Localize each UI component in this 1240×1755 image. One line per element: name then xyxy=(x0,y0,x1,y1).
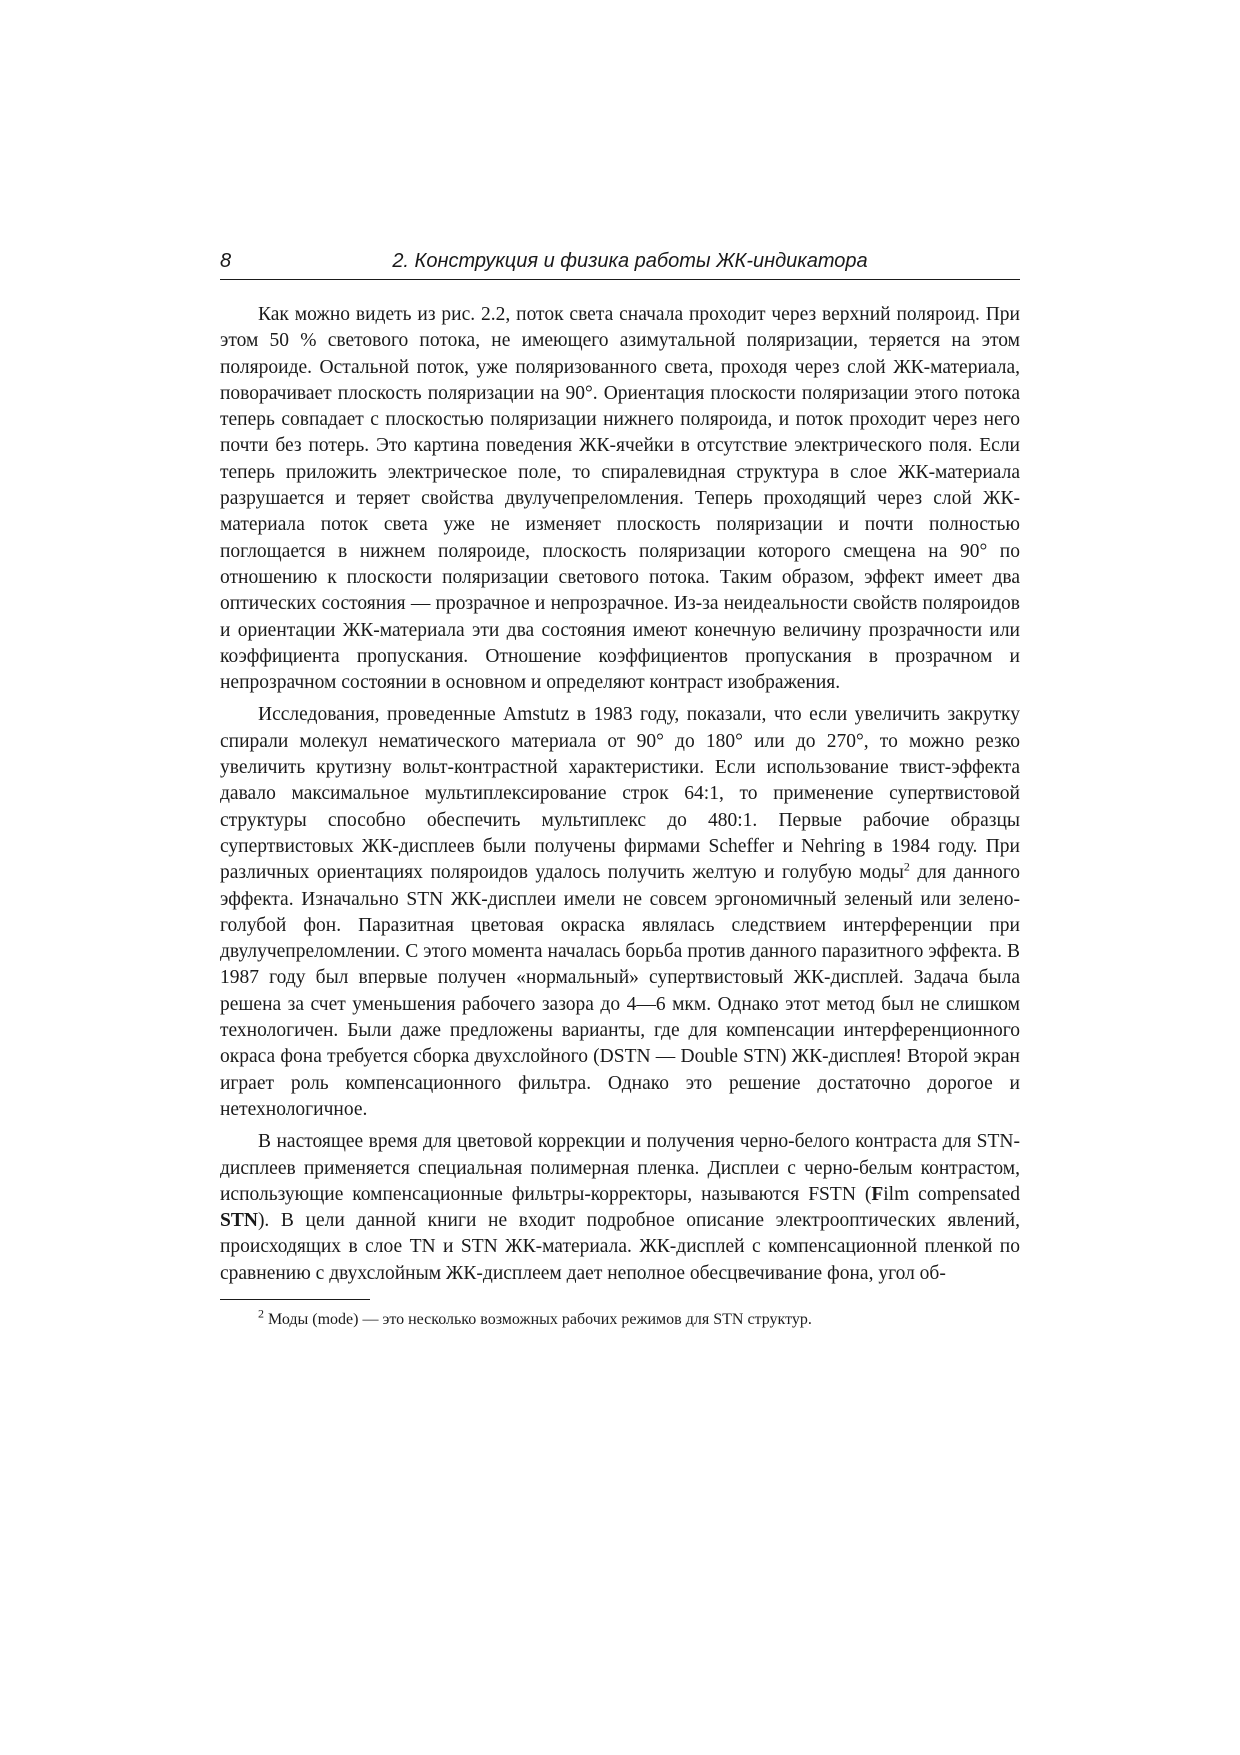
paragraph-3-text-a: В настоящее время для цветовой коррекции и получения черно-белого контраста для STN-дисплеев применяется специальная полимерная пленка. Дисплеи с черно-белым контрастом, использующие компенсационные фильтры-корректоры, называются FSTN ( xyxy=(220,1131,1020,1205)
footnote-divider xyxy=(220,1299,370,1300)
footnote xyxy=(220,1306,1020,1330)
page-number: 8 xyxy=(220,250,232,272)
body-text xyxy=(220,302,1020,1287)
bold-letter-f: F xyxy=(871,1183,884,1205)
footnote-text: Моды (mode) — это несколько возможных рабочих режимов для STN структур. xyxy=(264,1310,812,1328)
paragraph-3-text-b: ilm compensated xyxy=(883,1183,1020,1205)
running-header xyxy=(220,250,1020,280)
footnote-reference: 2 xyxy=(903,859,910,874)
paragraph-2-text-a: Исследования, проведенные Amstutz в 1983 году, показали, что если увеличить закрутку спирали молекул нематического материала от 90° до 180° или до 270°, то можно резко увеличить крутизну вольт-контрастной характеристики. Если использование твист-эффекта давало максимальное мультиплексирование строк 64:1, то применение супертвистовой структуры способно обеспечить мультиплекс до 480:1. Первые рабочие образцы супертвистовых ЖК-дисплеев были получены фирмами Scheffer и Nehring в 1984 году. При различных ориентациях поляроидов удалось получить желтую и голубую моды xyxy=(220,704,1020,884)
paragraph-1: Как можно видеть из рис. 2.2, поток света сначала проходит через верхний поляроид. При этом 50 % светового потока, не имеющего азимутальной поляризации, теряется на этом поляроиде. Остальной поток, уже поляризованного света, проходя через слой ЖК-материала, поворачивает плоскость поляризации на 90°. Ориентация плоскости поляризации этого потока теперь совпадает с плоскостью поляризации нижнего поляроида, и поток проходит через него почти без потерь. Это картина поведения ЖК-ячейки в отсутствие электрического поля. Если теперь приложить электрическое поле, то спиралевидная структура в слое ЖК-материала разрушается и теряет свойства двулучепреломления. Теперь проходящий через слой ЖК-материала поток света уже не изменяет плоскость поляризации и почти полностью поглощается в нижнем поляроиде, плоскость поляризации которого смещена на 90° по отношению к плоскости поляризации светового потока. Таким образом, эффект имеет два оптических состояния — прозрачное и непрозрачное. Из-за неидеальности свойств поляроидов и ориентации ЖК-материала эти два состояния имеют конечную величину прозрачности или коэффициента пропускания. Отношение коэффициентов пропускания в прозрачном и непрозрачном состоянии в основном и определяют контраст изображения. xyxy=(220,304,1020,694)
paragraph-2 xyxy=(220,702,1020,1123)
book-page xyxy=(220,250,1020,1330)
bold-stn: STN xyxy=(220,1210,258,1232)
paragraph-3 xyxy=(220,1129,1020,1287)
paragraph-3-text-c: ). В цели данной книги не входит подробное описание электрооптических явлений, происходящих в слое TN и STN ЖК-материала. ЖК-дисплей с компенсационной пленкой по сравнению с двухслойным ЖК-дисплеем дает неполное обесцвечивание фона, угол об- xyxy=(220,1210,1020,1284)
footnote-marker: 2 xyxy=(258,1306,264,1321)
chapter-title: 2. Конструкция и физика работы ЖК-индикатора xyxy=(392,250,868,272)
paragraph-2-text-b: для данного эффекта. Изначально STN ЖК-дисплеи имели не совсем эргономичный зеленый или зелено-голубой фон. Паразитная цветовая окраска являлась следствием интерференции при двулучепреломлении. С этого момента началась борьба против данного паразитного эффекта. В 1987 году был впервые получен «нормальный» супертвистовый ЖК-дисплей. Задача была решена за счет уменьшения рабочего зазора до 4—6 мкм. Однако этот метод был не слишком технологичен. Были даже предложены варианты, где для компенсации интерференционного окраса фона требуется сборка двухслойного (DSTN — Double STN) ЖК-дисплея! Второй экран играет роль компенсационного фильтра. Однако это решение достаточно дорогое и нетехнологичное. xyxy=(220,862,1020,1120)
